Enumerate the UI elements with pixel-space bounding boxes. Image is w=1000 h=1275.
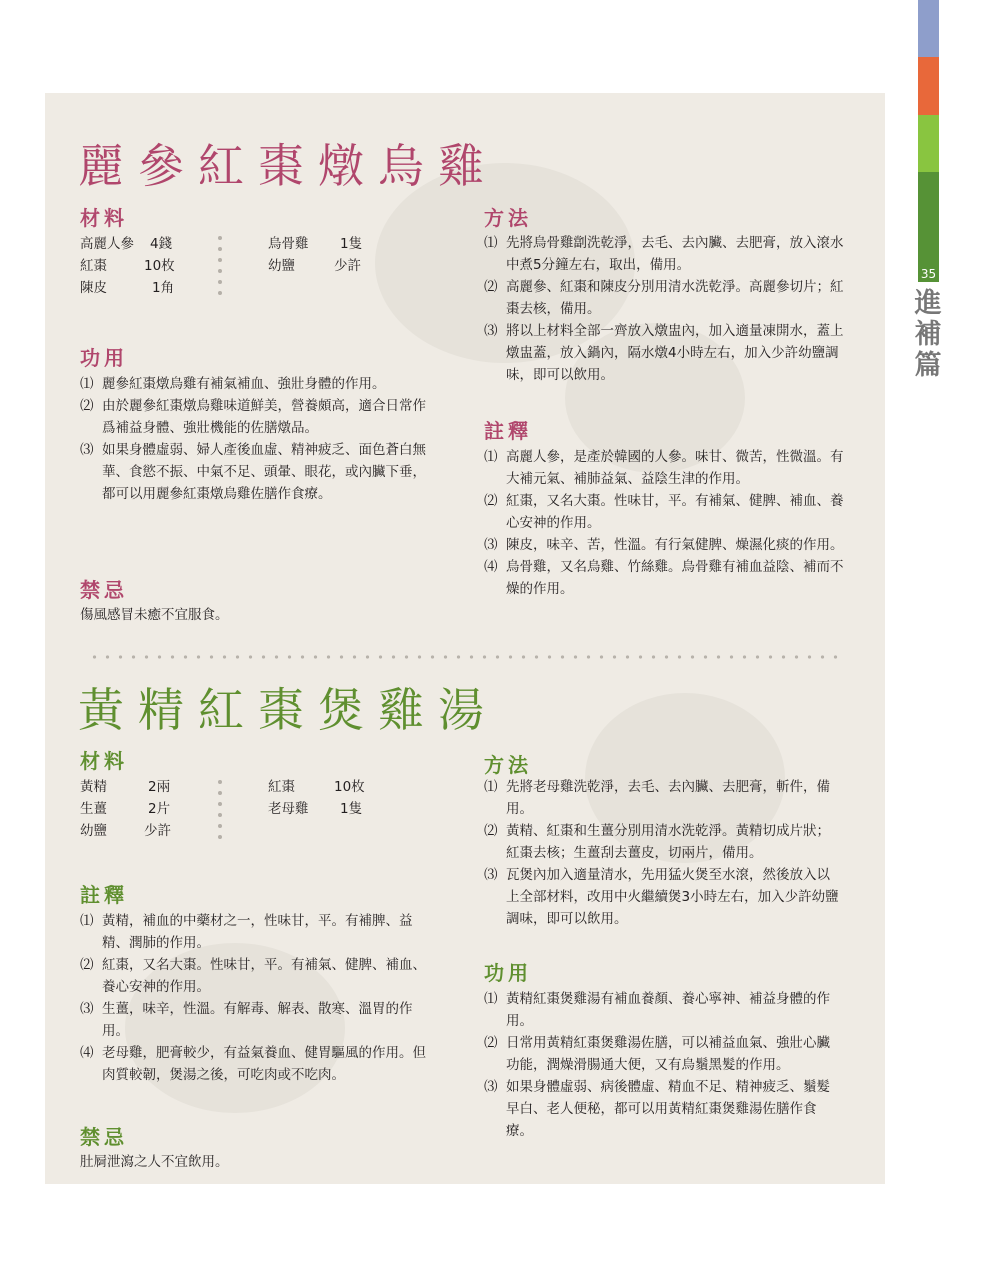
recipe1-ingredients-left [80,233,175,299]
recipe2-ingredients-right [268,776,365,820]
item-number: ⑵ [484,823,498,839]
list-item [484,1076,842,1142]
recipe1-effects-list [80,373,432,505]
ingredient-name: 生薑 [80,801,107,817]
ingredient-name: 幼鹽 [80,823,107,839]
list-item [484,776,842,820]
item-text: 將以上材料全部一齊放入燉盅內，加入適量凍開水，蓋上燉盅蓋，放入鍋內，隔水燉4小時左右，加入少許幼鹽調味，即可以飲用。 [506,323,844,383]
item-number: ⑷ [484,559,498,575]
ingredient-name: 高麗人參 [80,236,134,252]
item-number: ⑵ [484,279,498,295]
ingredient-row [80,820,171,842]
dotted-separator [218,780,222,846]
recipe2-method-heading: 方法 [484,753,532,777]
recipe1-method-list [484,232,844,386]
list-item [484,232,844,276]
list-item [80,395,432,439]
ingredient-amount: 少許 [144,823,171,839]
item-text: 日常用黃精紅棗煲雞湯佐膳，可以補益血氣、強壯心臟功能，潤燥滑腸通大便，又有烏鬚黑髮的作用。 [506,1035,830,1073]
item-text: 黃精、紅棗和生薑分別用清水洗乾淨。黃精切成片狀；紅棗去核；生薑刮去薑皮，切兩片，備用。 [506,823,830,861]
list-item [484,276,844,320]
item-text: 黃精紅棗煲雞湯有補血養顏、養心寧神、補益身體的作用。 [506,991,830,1029]
section-divider [88,655,840,659]
ingredient-name: 陳皮 [80,280,107,296]
ingredient-row [268,776,365,798]
ingredient-name: 烏骨雞 [268,236,309,252]
recipe1-materials-heading: 材料 [80,206,128,230]
item-number: ⑶ [80,1001,94,1017]
ingredient-amount: 4錢 [150,236,173,252]
item-text: 高麗人參，是產於韓國的人參。味甘、微苦，性微溫。有大補元氣、補肺益氣、益陰生津的作用。 [506,449,844,487]
list-item [80,373,432,395]
item-number: ⑵ [484,493,498,509]
list-item [80,910,430,954]
item-text: 先將烏骨雞劏洗乾淨，去毛、去內臟、去肥膏，放入滾水中煮5分鐘左右，取出，備用。 [506,235,844,273]
item-text: 陳皮，味辛、苦，性溫。有行氣健脾、燥濕化痰的作用。 [506,537,844,553]
ingredient-row [80,776,171,798]
item-text: 如果身體虛弱、婦人產後血虛、精神疲乏、面色蒼白無華、食慾不振、中氣不足、頭暈、眼花，或內臟下垂，都可以用麗參紅棗燉烏雞佐膳作食療。 [102,442,426,502]
list-item [484,534,844,556]
recipe2-method-list [484,776,842,930]
ingredient-amount: 10枚 [144,258,175,274]
recipe2-effects-list [484,988,842,1142]
item-number: ⑶ [484,1079,498,1095]
recipe2-ingredients-left [80,776,171,842]
recipe2-title: 黃精紅棗煲雞湯 [78,683,498,737]
item-number: ⑵ [80,398,94,414]
ingredient-amount: 1角 [152,280,175,296]
item-text: 黃精，補血的中藥材之一，性味甘，平。有補脾、益精、潤肺的作用。 [102,913,413,951]
recipe2-notes-list [80,910,430,1086]
item-number: ⑶ [484,537,498,553]
item-number: ⑴ [80,376,94,392]
ingredient-name: 紅棗 [268,779,295,795]
item-text: 生薑，味辛，性溫。有解毒、解表、散寒、溫胃的作用。 [102,1001,413,1039]
item-text: 老母雞，肥膏較少，有益氣養血、健胃驅風的作用。但肉質較韌，煲湯之後，可吃肉或不吃肉。 [102,1045,426,1083]
section-tab-lightgreen [918,115,939,172]
recipe2-notes-heading: 註釋 [80,883,128,907]
section-tab-green [918,172,939,275]
item-text: 由於麗參紅棗燉烏雞味道鮮美，營養頗高，適合日常作爲補益身體、強壯機能的佐膳燉品。 [102,398,426,436]
chapter-label-char: 進 [914,288,942,319]
item-number: ⑵ [80,957,94,973]
list-item [80,954,430,998]
recipe1-effect-heading: 功用 [80,346,128,370]
ingredient-row [80,798,171,820]
item-text: 紅棗，又名大棗。性味甘，平。有補氣、健脾、補血、養心安神的作用。 [506,493,844,531]
ingredient-amount: 2兩 [148,779,171,795]
ingredient-amount: 2片 [148,801,171,817]
chapter-label [914,288,942,381]
list-item [484,988,842,1032]
recipe1-taboo-heading: 禁忌 [80,578,128,602]
list-item [484,1032,842,1076]
recipe2-materials-heading: 材料 [80,749,128,773]
recipe1-title: 麗參紅棗燉烏雞 [78,139,498,193]
chapter-label-char: 補 [914,319,942,350]
item-number: ⑴ [484,779,498,795]
recipe1-taboo-text: 傷風感冒未癒不宜服食。 [80,607,229,623]
page-number: 35 [918,266,939,282]
recipe1-notes-heading: 註釋 [484,419,532,443]
ingredient-amount: 1隻 [340,236,363,252]
ingredient-row [268,255,362,277]
section-tab-orange [918,57,939,115]
list-item [484,820,842,864]
item-text: 紅棗，又名大棗。性味甘，平。有補氣、健脾、補血、養心安神的作用。 [102,957,426,995]
ingredient-row [80,233,175,255]
ingredient-amount: 10枚 [334,779,365,795]
ingredient-amount: 少許 [334,258,361,274]
item-text: 麗參紅棗燉烏雞有補氣補血、強壯身體的作用。 [102,376,386,392]
recipe1-notes-list [484,446,844,600]
item-text: 烏骨雞，又名烏雞、竹絲雞。烏骨雞有補血益陰、補而不燥的作用。 [506,559,844,597]
list-item [484,490,844,534]
list-item [80,1042,430,1086]
section-color-tabs [918,0,939,275]
ingredient-row [268,233,362,255]
ingredient-name: 老母雞 [268,801,309,817]
ingredient-name: 幼鹽 [268,258,295,274]
item-number: ⑴ [484,449,498,465]
list-item [484,320,844,386]
item-number: ⑵ [484,1035,498,1051]
item-number: ⑷ [80,1045,94,1061]
ingredient-row [80,277,175,299]
list-item [80,439,432,505]
recipe1-method-heading: 方法 [484,206,532,230]
item-number: ⑶ [484,323,498,339]
item-number: ⑴ [484,991,498,1007]
ingredient-row [268,798,365,820]
ingredient-row [80,255,175,277]
item-number: ⑶ [80,442,94,458]
item-number: ⑴ [80,913,94,929]
section-tab-blue [918,0,939,57]
ingredient-name: 黃精 [80,779,107,795]
recipe2-effect-heading: 功用 [484,961,532,985]
recipe2-taboo-heading: 禁忌 [80,1125,128,1149]
item-number: ⑴ [484,235,498,251]
list-item [484,864,842,930]
list-item [484,556,844,600]
item-text: 高麗參、紅棗和陳皮分別用清水洗乾淨。高麗參切片；紅棗去核，備用。 [506,279,844,317]
item-text: 先將老母雞洗乾淨，去毛、去內臟、去肥膏，斬件，備用。 [506,779,830,817]
recipe1-ingredients-right [268,233,362,277]
chapter-label-char: 篇 [914,350,942,381]
item-number: ⑶ [484,867,498,883]
list-item [80,998,430,1042]
ingredient-amount: 1隻 [340,801,363,817]
item-text: 瓦煲內加入適量清水，先用猛火煲至水滾，然後放入以上全部材料，改用中火繼續煲3小時左右，加入少許幼鹽調味，即可以飲用。 [506,867,839,927]
dotted-separator [218,236,222,302]
list-item [484,446,844,490]
recipe2-taboo-text: 肚屙泄瀉之人不宜飲用。 [80,1154,229,1170]
ingredient-name: 紅棗 [80,258,107,274]
item-text: 如果身體虛弱、病後體虛、精血不足、精神疲乏、鬚髮早白、老人便秘，都可以用黃精紅棗煲雞湯佐膳作食療。 [506,1079,830,1139]
